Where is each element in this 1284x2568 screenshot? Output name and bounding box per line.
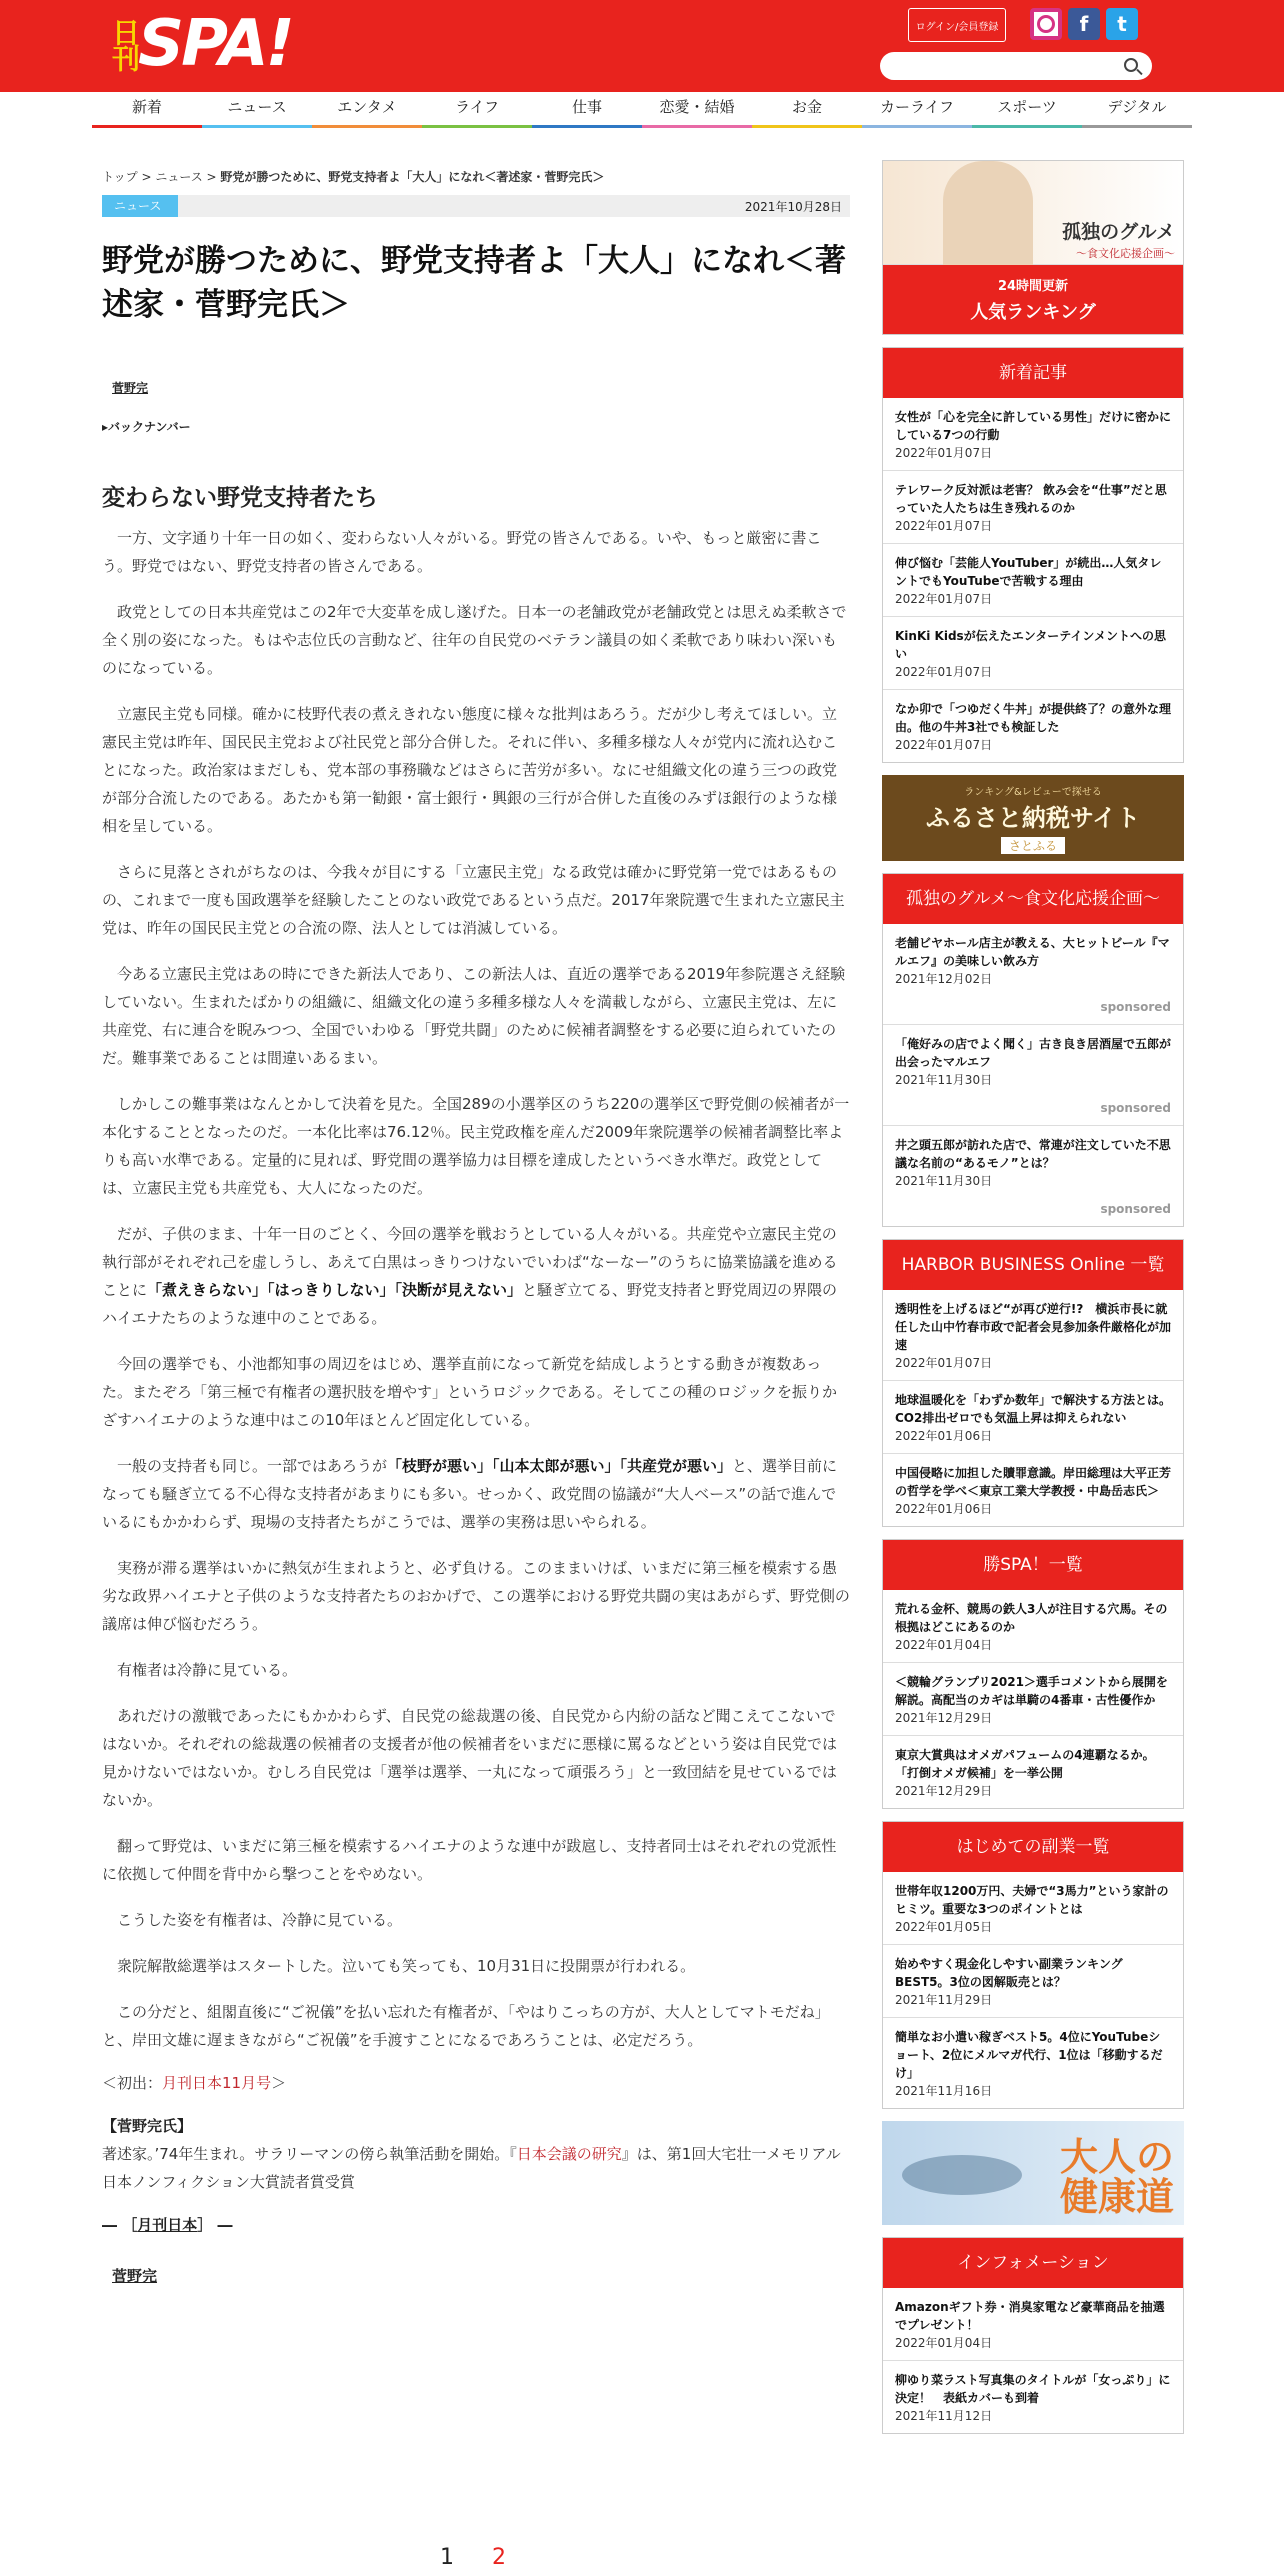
entry-date: 2021年11月30日 (895, 1174, 993, 1188)
author-link-bottom[interactable]: 菅野完 (112, 2267, 158, 2285)
page-2[interactable]: 2 (492, 2545, 506, 2568)
sidebar-entry[interactable] (883, 924, 1183, 1025)
entry-title[interactable]: なか卯で「つゆだく牛丼」が提供終了？の意外な理由。他の牛丼3社でも検証した (895, 702, 1172, 734)
info-list (883, 2288, 1183, 2433)
text: 著述家。’74年生まれ。サラリーマンの傍ら執筆活動を開始。『 (102, 2145, 517, 2163)
login-button[interactable]: ログイン/会員登録 (908, 8, 1006, 42)
paragraph: 今回の選挙でも、小池都知事の周辺をはじめ、選挙直前になって新党を結成しようとする動きが複数あった。またぞろ「第三極で有権者の選択肢を増やす」というロジックである。そしてこの種のロジックを振りかざすハイエナのような連中はこの10年ほとんど固定化している。 (102, 1355, 838, 1429)
breadcrumb (102, 168, 850, 185)
entry-title[interactable]: 井之頭五郎が訪れた店で、常連が注文していた不思議な名前の“あるモノ”とは？ (895, 1138, 1171, 1170)
sidebar-entry[interactable] (883, 1872, 1183, 1945)
entry-date: 2022年01月07日 (895, 519, 993, 533)
magazine-link[interactable]: 月刊日本 (137, 2216, 198, 2234)
sponsored-label: sponsored (1100, 1101, 1171, 1115)
gourmet-box (882, 873, 1184, 1227)
entry-date: 2021年12月29日 (895, 1711, 993, 1725)
bio-heading: 【菅野完氏】 (102, 2117, 193, 2135)
source-note (102, 2072, 850, 2093)
paragraph: 有権者は冷静に見ている。 (117, 1661, 298, 1679)
ranking-caption: 24時間更新 (997, 279, 1069, 294)
paragraph: この分だと、組閣直後に“ご祝儀”を払い忘れた有権者が、「やはりこっちの方が、大人としてマトモだね」と、岸田文雄に遅まきながら“ご祝儀”を手渡すことになるであろうことは、必定だろう。 (102, 2003, 830, 2049)
side-job-heading[interactable]: はじめての副業一覧 (883, 1822, 1183, 1872)
sidebar-entry[interactable] (883, 1381, 1183, 1454)
entry-title[interactable]: 簡単なお小遣い稼ぎベスト5。4位にYouTubeショート、2位にメルマガ代行、1位は「移動するだけ」 (895, 2030, 1163, 2080)
entry-title[interactable]: 「俺好みの店でよく聞く」古き良き居酒屋で五郎が出会ったマルエフ (895, 1037, 1172, 1069)
paragraph (102, 1452, 850, 1536)
health-title (1060, 2137, 1174, 2217)
nav-item[interactable]: 新着 (92, 92, 202, 128)
paragraph: 政党としての日本共産党はこの2年で大変革を成し遂げた。日本一の老舗政党が老舗政党とは思えぬ柔軟さで全く別の姿になった。もはや志位氏の言動など、往年の自民党のベテラン議員の如く柔軟であり味わい深いものになっている。 (102, 603, 847, 677)
entry-date: 2021年12月29日 (895, 1784, 993, 1798)
sidebar-entry[interactable] (883, 1126, 1183, 1226)
source-link[interactable]: 月刊日本11月号 (162, 2074, 272, 2092)
new-articles-heading: 新着記事 (883, 348, 1183, 398)
facebook-icon[interactable]: f (1068, 8, 1100, 40)
sidebar-entry[interactable] (883, 690, 1183, 762)
entry-date: 2022年01月07日 (895, 738, 993, 752)
sidebar-entry[interactable] (883, 1663, 1183, 1736)
info-heading: インフォメーション (883, 2238, 1183, 2288)
gourmet-heading: 孤独のグルメ〜食文化応援企画〜 (883, 874, 1183, 924)
ranking-link[interactable] (883, 265, 1183, 334)
entry-title[interactable]: 老舗ビヤホール店主が教える、大ヒットビール『マルエフ』の美味しい飲み方 (895, 936, 1170, 968)
category-badge[interactable]: ニュース (102, 195, 178, 217)
sidebar-entry[interactable] (883, 617, 1183, 690)
entry-title[interactable]: 柳ゆり菜ラスト写真集のタイトルが「女っぷり」に決定！ 表紙カバーも到着 (895, 2373, 1171, 2405)
logo-nikkan: 日刊 (108, 18, 141, 70)
paragraph: 立憲民主党も同様。確かに枝野代表の煮えきれない態度に様々な批判はあろう。だが少し考えてほしい。立憲民主党は昨年、国民民主党および社民党と部分合併した。それに伴い、多種多様な人々が党内に流れ込むことになった。政治家はまだしも、党本部の事務職などはさらに苦労が多い。なにせ組織文化の違う三つの政党が部分合流したのである。あたかも第一勧銀・富士銀行・興銀の三行が合併した直後のみずほ銀行のような様相を呈している。 (102, 705, 838, 835)
side-job-list (883, 1872, 1183, 2108)
paragraph: さらに見落とされがちなのは、今我々が目にする「立憲民主党」なる政党は確かに野党第一党ではあるものの、これまで一度も国政選挙を経験したことのない政党であるという点だ。2017年衆院選で生まれた立憲民主党は、昨年の国民民主党との合流の際、法人としては消滅している。 (102, 863, 845, 937)
hbo-box (882, 1239, 1184, 1527)
paragraph: あれだけの激戦であったにもかかわらず、自民党の総裁選の後、自民党から内紛の話など聞こえてこないではないか。それぞれの総裁選の候補者の支援者が他の候補者をいまだに悪様に罵るなどという姿は自民党では見かけないではないか。むしろ自民党は「選挙は選挙、一丸になって頑張ろう」と一致団結を見せているではないか。 (102, 1707, 838, 1809)
entry-date: 2021年11月12日 (895, 2409, 993, 2423)
entry-title[interactable]: 地球温暖化を「わずか数年」で解決する方法とは。CO2排出ゼロでも気温上昇は抑えられない (895, 1393, 1172, 1425)
entry-date: 2022年01月04日 (895, 1638, 993, 1652)
new-articles-box (882, 347, 1184, 763)
gourmet-banner-sub: 〜食文化応援企画〜 (1076, 247, 1175, 260)
paragraph (102, 1220, 850, 1332)
entry-title[interactable]: 中国侵略に加担した贖罪意識。岸田総理は大平正芳の哲学を学べ＜東京工業大学教授・中島岳志氏＞ (895, 1466, 1172, 1498)
author-link[interactable]: 菅野完 (112, 381, 149, 395)
logo-spa: SPA! (138, 7, 292, 81)
sidebar-entry[interactable] (883, 471, 1183, 544)
nav-item[interactable]: スポーツ (972, 92, 1082, 128)
gourmet-banner-title: 孤独のグルメ (1062, 221, 1175, 243)
furusato-brand: さとふる (1001, 837, 1065, 854)
text: 健康道 (1059, 2175, 1174, 2219)
text: ― ［ (102, 2216, 138, 2234)
paragraph: 衆院解散総選挙はスタートした。泣いても笑っても、10月31日に投開票が行われる。 (117, 1957, 696, 1975)
furusato-caption: ランキング&レビューで探せる (964, 786, 1102, 798)
sidebar (882, 160, 1184, 2446)
entry-title[interactable]: 東京大賞典はオメガパフュームの4連覇なるか。「打倒オメガ候補」を一挙公開 (895, 1748, 1155, 1780)
article-title: 野党が勝つために、野党支持者よ「大人」になれ＜著述家・菅野完氏＞ (102, 243, 846, 323)
pagination (440, 2545, 506, 2568)
text: 大人の (1059, 2135, 1174, 2179)
entry-date: 2022年01月05日 (895, 1920, 993, 1934)
category-bar (102, 195, 850, 217)
paragraph: こうした姿を有権者は、冷静に見ている。 (117, 1911, 403, 1929)
nav-item[interactable]: エンタメ (312, 92, 422, 128)
article (102, 150, 850, 2286)
furusato-banner[interactable] (882, 775, 1184, 861)
nav-item[interactable]: ニュース (202, 92, 312, 128)
ranking-box[interactable] (882, 160, 1184, 335)
magazine-credit (102, 2214, 850, 2235)
sidebar-entry[interactable] (883, 398, 1183, 471)
nav-item[interactable]: 仕事 (532, 92, 642, 128)
entry-title[interactable]: Amazonギフト券・消臭家電など豪華商品を抽選でプレゼント！ (895, 2300, 1165, 2332)
emphasis: 「枝野が悪い」「山本太郎が悪い」「共産党が悪い」 (387, 1457, 733, 1475)
sponsored-label: sponsored (1100, 1000, 1171, 1014)
sidebar-entry[interactable] (883, 1736, 1183, 1808)
furusato-title: ふるさと納税サイト (925, 803, 1141, 832)
text: ＞ (271, 2074, 287, 2092)
section-heading: 変わらない野党支持者たち (102, 485, 378, 511)
hbo-heading[interactable]: HARBOR BUSINESS Online 一覧 (883, 1240, 1183, 1290)
gourmet-banner[interactable] (883, 161, 1183, 265)
kachi-box (882, 1539, 1184, 1809)
entry-date: 2022年01月07日 (895, 1356, 993, 1370)
text: 』は、第1回大宅壮一メモリアル日本ノンフィクション大賞読者賞受賞 (102, 2145, 841, 2191)
hbo-list (883, 1290, 1183, 1526)
nav-item[interactable]: 恋愛・結婚 (642, 92, 752, 128)
sidebar-entry[interactable] (883, 1025, 1183, 1126)
entry-title[interactable]: 荒れる金杯、競馬の鉄人3人が注目する穴馬。その根拠はどこにあるのか (895, 1602, 1168, 1634)
entry-title[interactable]: ＜競輪グランプリ2021＞選手コメントから展開を解説。高配当のカギは単騎の4番車・古性優作か (895, 1675, 1168, 1707)
twitter-icon[interactable]: t (1106, 8, 1138, 40)
sidebar-entry[interactable] (883, 2361, 1183, 2433)
gourmet-illustration (943, 161, 1033, 265)
entry-date: 2022年01月06日 (895, 1502, 993, 1516)
sidebar-entry[interactable] (883, 1590, 1183, 1663)
nav-item[interactable]: お金 (752, 92, 862, 128)
entry-date: 2021年12月02日 (895, 972, 993, 986)
sidebar-entry[interactable] (883, 2018, 1183, 2108)
entry-date: 2022年01月07日 (895, 665, 993, 679)
entry-date: 2021年11月30日 (895, 1073, 993, 1087)
health-illustration (902, 2155, 1022, 2195)
sidebar-entry[interactable] (883, 1454, 1183, 1526)
article-body (102, 524, 850, 2054)
entry-date: 2022年01月04日 (895, 2336, 993, 2350)
new-articles-list (883, 398, 1183, 762)
emphasis: 「煮えきらない」「はっきりしない」「決断が見えない」 (147, 1281, 523, 1299)
health-banner[interactable] (882, 2121, 1184, 2225)
side-job-box (882, 1821, 1184, 2109)
nav-item[interactable]: デジタル (1082, 92, 1192, 128)
text: と騒ぎ立てる、野党支持者と野党周辺の界隈のハイエナたちのような連中のことである。 (102, 1281, 838, 1327)
breadcrumb-path[interactable]: トップ > ニュース > (102, 170, 221, 184)
sidebar-entry[interactable] (883, 544, 1183, 617)
sponsored-label: sponsored (1100, 1202, 1171, 1216)
entry-title[interactable]: 世帯年収1200万円、夫婦で“3馬力”という家計のヒミツ。重要な3つのポイントとは (895, 1884, 1169, 1916)
site-logo[interactable] (108, 7, 292, 81)
kachi-list (883, 1590, 1183, 1808)
sidebar-entry[interactable] (883, 2288, 1183, 2361)
paragraph: しかしこの難事業はなんとかして決着を見た。全国289の小選挙区のうち220の選挙区で野党側の候補者が一本化することとなったのだ。一本化比率は76.12％。民主党政権を産んだ2009年衆院選挙の候補者調整比率よりも高い水準である。定量的に見れば、野党間の選挙協力は目標を達成したというべき水準だ。政党としては、立憲民主党も共産党も、大人になったのだ。 (102, 1095, 850, 1197)
site-header (0, 0, 1284, 92)
entry-date: 2021年11月16日 (895, 2084, 993, 2098)
text: ＜初出： (102, 2074, 163, 2092)
text: ］ ― (197, 2216, 233, 2234)
entry-title[interactable]: 女性が「心を完全に許している男性」だけに密かにしている7つの行動 (895, 410, 1172, 442)
text: 一般の支持者も同じ。一部ではあろうが (117, 1457, 388, 1475)
entry-title[interactable]: 伸び悩む「芸能人YouTuber」が続出…人気タレントでもYouTubeで苦戦する理由 (895, 556, 1162, 588)
paragraph: 一方、文字通り十年一日の如く、変わらない人々がいる。野党の皆さんである。いや、もっと厳密に書こう。野党ではない、野党支持者の皆さんである。 (102, 529, 822, 575)
search-icon[interactable] (1124, 58, 1138, 72)
entry-date: 2022年01月07日 (895, 592, 993, 606)
text: だが、子供のまま、十年一日のごとく、今回の選挙を戦おうとしている人々がいる。共産党や立憲民主党の執行部がそれぞれ己を虚しうし、あえて白黒はっきりつけないでいわば“なーなー”のうちに協業協議を進めることに (102, 1225, 838, 1299)
nav-item[interactable]: ライフ (422, 92, 532, 128)
breadcrumb-current: 野党が勝つために、野党支持者よ「大人」になれ＜著述家・菅野完氏＞ (220, 170, 605, 184)
gourmet-list (883, 924, 1183, 1226)
info-box (882, 2237, 1184, 2434)
search-input[interactable] (880, 52, 1152, 80)
sidebar-entry[interactable] (883, 1290, 1183, 1381)
backnumber-link[interactable]: ▸バックナンバー (102, 420, 191, 434)
entry-date: 2022年01月07日 (895, 446, 993, 460)
paragraph: 今ある立憲民主党はあの時にできた新法人であり、この新法人は、直近の選挙である2019年参院選さえ経験していない。生まれたばかりの組織に、組織文化の違う多種多様な人々を満載しながら、立憲民主党は、左に共産党、右に連合を睨みつつ、全国でいわゆる「野党共闘」のために候補者調整をする必要に迫られていたのだ。難事業であることは間違いあるまい。 (102, 965, 846, 1067)
ranking-title: 人気ランキング (970, 302, 1096, 323)
text: と、選挙目前になっても騒ぎ立てる不心得な支持者があまりにも多い。せっかく、政党間の協議が“大人ベース”の話で進んでいるにもかかわらず、現場の支持者たちがこうでは、選挙の実務は思いやられる。 (102, 1457, 838, 1531)
article-date: 2021年10月28日 (744, 199, 842, 214)
sidebar-entry[interactable] (883, 1945, 1183, 2018)
author-bio (102, 2140, 850, 2196)
category-nav (92, 92, 1192, 128)
entry-date: 2022年01月06日 (895, 1429, 993, 1443)
entry-title[interactable]: 透明性を上げるほど“が再び逆行!? 横浜市長に就任した山中竹春市政で記者会見参加条件厳格化が加速 (895, 1302, 1172, 1352)
paragraph: 翻って野党は、いまだに第三極を模索するハイエナのような連中が跋扈し、支持者同士はそれぞれの党派性に依拠して仲間を背中から撃つことをやめない。 (102, 1837, 837, 1883)
entry-title[interactable]: 始めやすく現金化しやすい副業ランキングBEST5。3位の図解販売とは？ (895, 1957, 1123, 1989)
nav-item[interactable]: カーライフ (862, 92, 972, 128)
page-1[interactable]: 1 (440, 2545, 454, 2568)
entry-title[interactable]: テレワーク反対派は老害？ 飲み会を“仕事”だと思っていた人たちは生き残れるのか (895, 483, 1167, 515)
kachi-heading[interactable]: 勝SPA！一覧 (883, 1540, 1183, 1590)
paragraph: 実務が滞る選挙はいかに熱気が生まれようと、必ず負ける。このままいけば、いまだに第三極を模索する愚劣な政界ハイエナと子供のような支持者たちのおかげで、この選挙における野党共闘の実はあがらず、野党側の議席は伸び悩むだろう。 (102, 1559, 850, 1633)
entry-title[interactable]: KinKi Kidsが伝えたエンターテインメントへの思い (895, 629, 1167, 661)
entry-date: 2021年11月29日 (895, 1993, 993, 2007)
instagram-icon[interactable] (1030, 8, 1062, 40)
book-link[interactable]: 日本会議の研究 (516, 2145, 622, 2163)
